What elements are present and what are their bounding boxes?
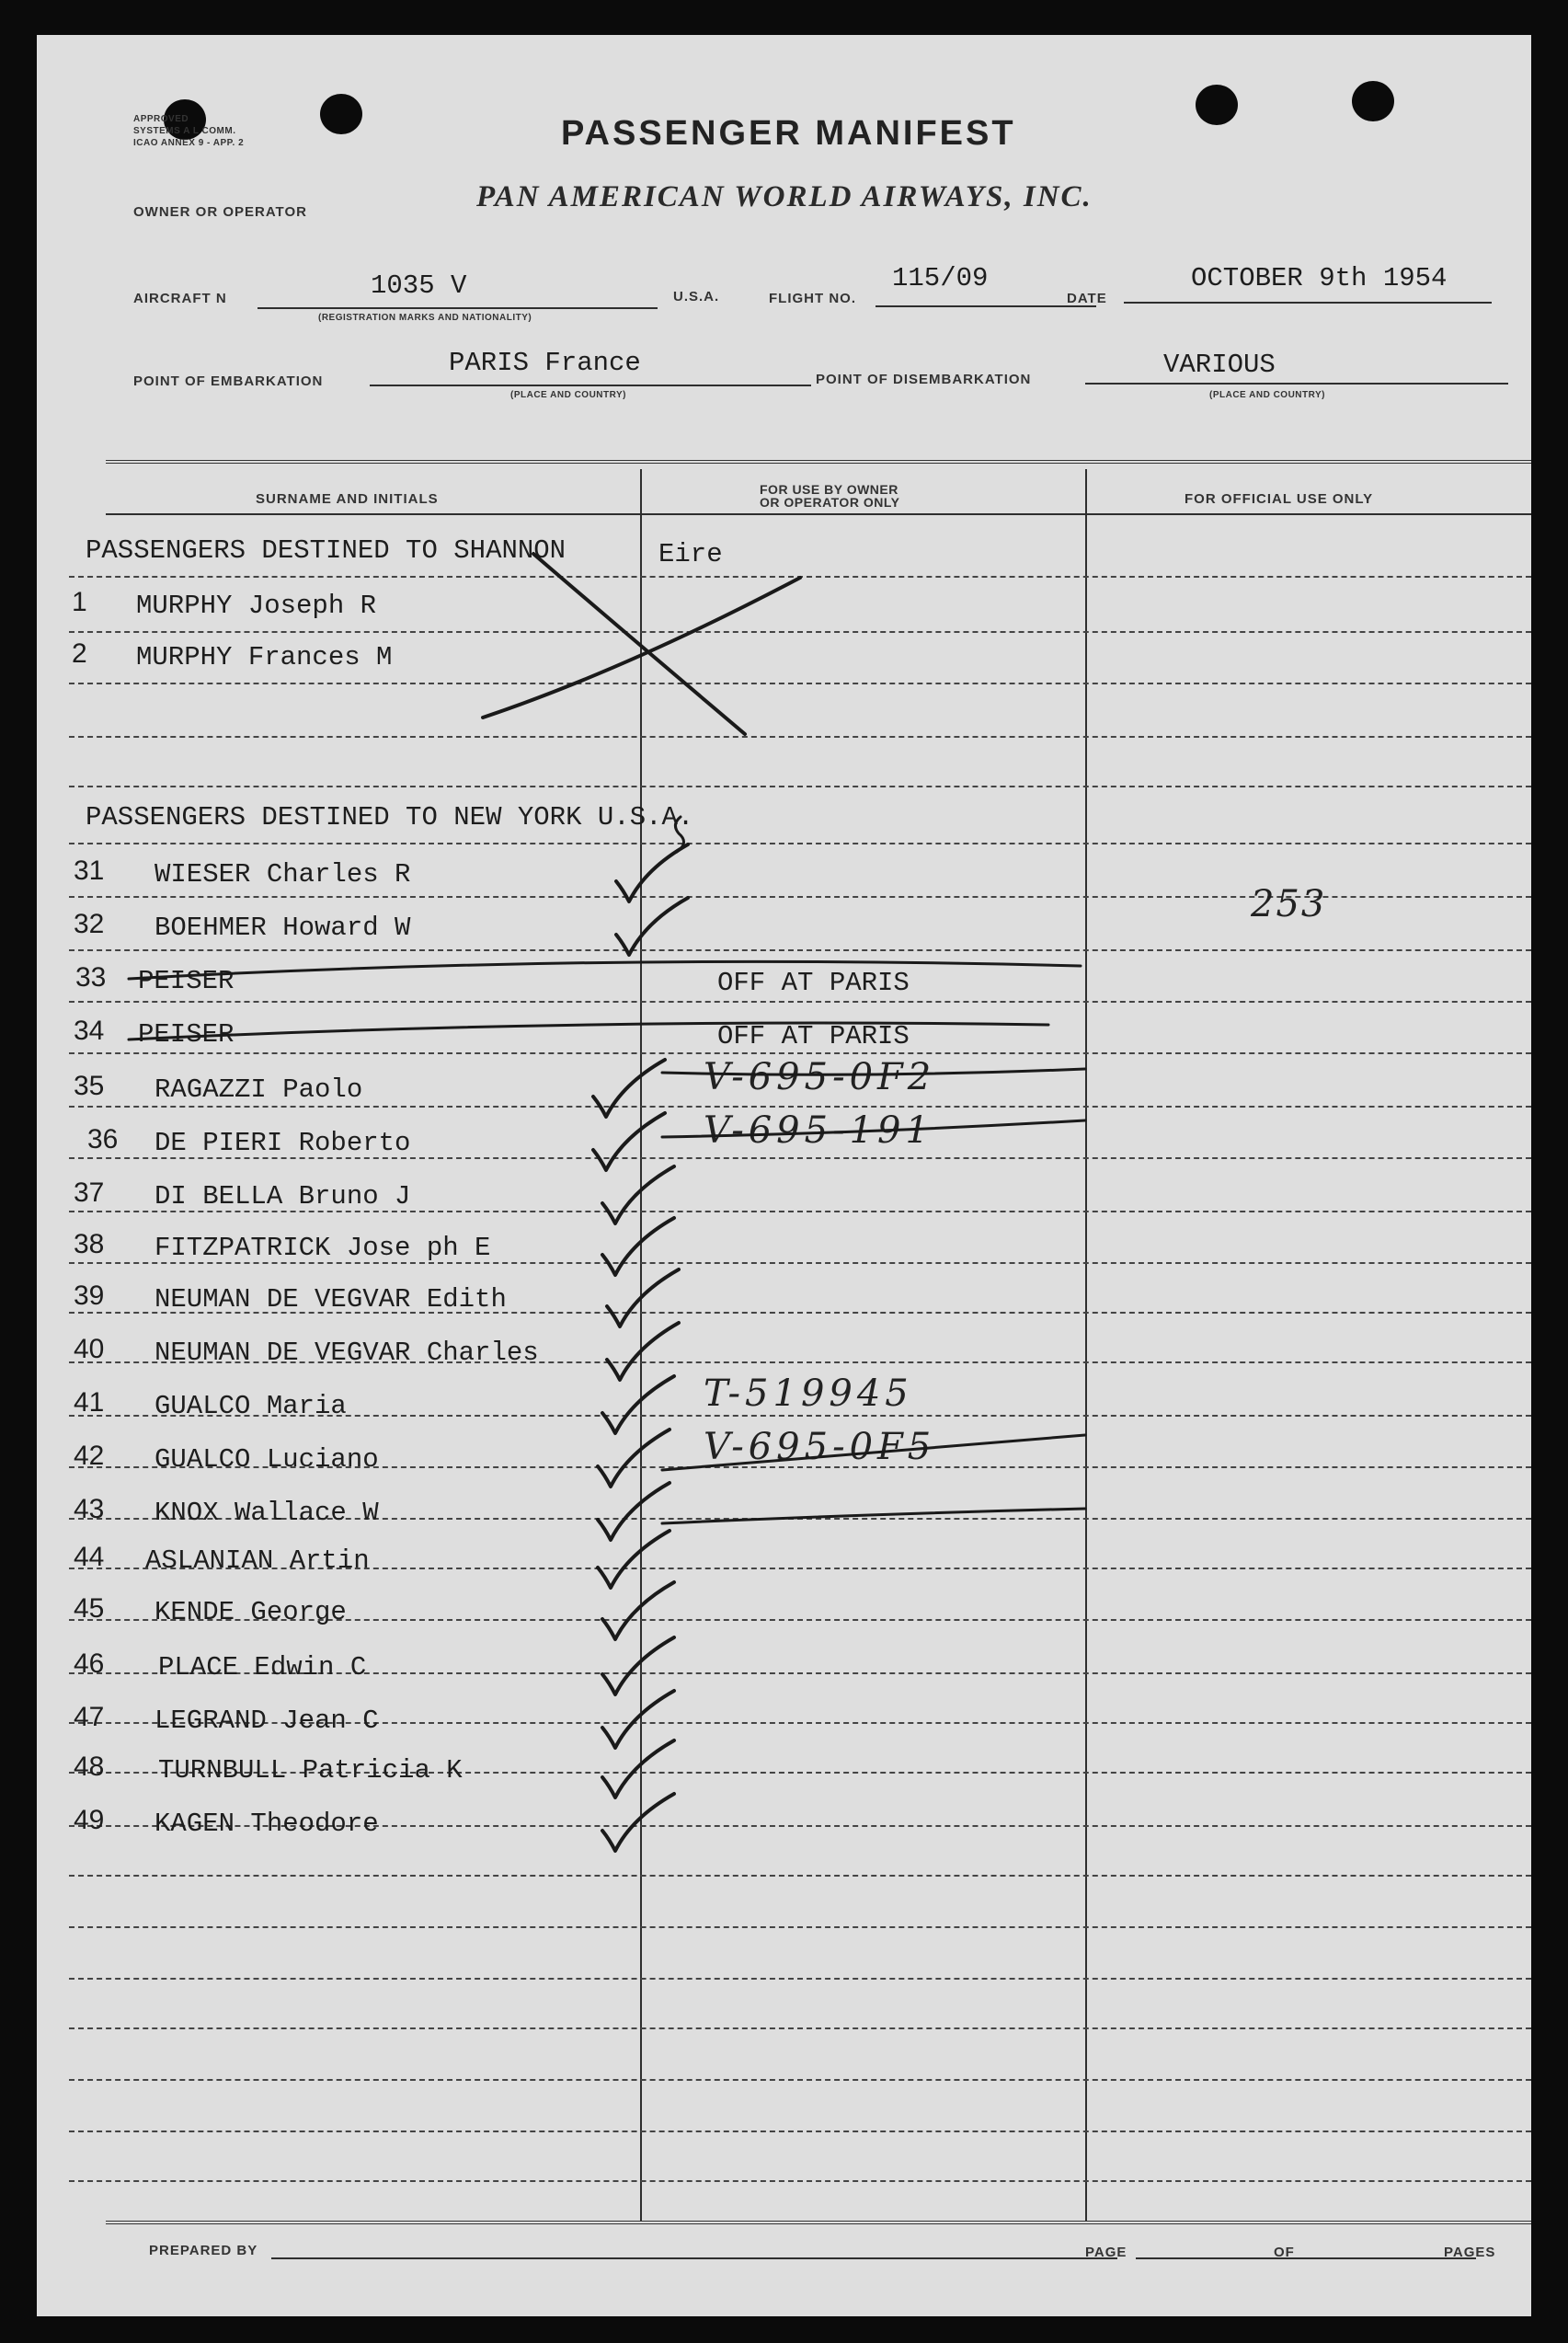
column-owner-use: OR OPERATOR ONLY	[760, 495, 900, 510]
passenger-name: ASLANIAN Artin	[145, 1545, 370, 1576]
underline-mark	[662, 1509, 1085, 1523]
passenger-number: 2	[72, 638, 87, 669]
date-label: DATE	[1067, 291, 1107, 306]
manifest-sheet	[37, 35, 1531, 2316]
passenger-number: 42	[74, 1441, 105, 1471]
passenger-name: DI BELLA Bruno J	[155, 1181, 411, 1212]
passenger-name: LEGRAND Jean C	[155, 1706, 379, 1736]
passenger-name: MURPHY Joseph R	[136, 591, 377, 621]
passenger-number: 49	[74, 1805, 105, 1835]
aircraft-value: 1035 V	[371, 270, 467, 301]
date-value: OCTOBER 9th 1954	[1191, 263, 1448, 293]
check-mark-icon	[602, 1166, 674, 1223]
passenger-number: 40	[74, 1334, 105, 1364]
flight-label: FLIGHT NO.	[769, 291, 856, 306]
passenger-number: 44	[74, 1542, 105, 1572]
s-correction-mark	[675, 817, 683, 852]
disembark-value: VARIOUS	[1163, 350, 1276, 380]
pages-label: PAGES	[1444, 2245, 1496, 2260]
passenger-name: GUALCO Luciano	[155, 1444, 379, 1475]
owner-use-note: OFF AT PARIS	[717, 1021, 910, 1051]
prepared-by-label: PREPARED BY	[149, 2243, 258, 2258]
passenger-name: KNOX Wallace W	[155, 1498, 379, 1528]
passenger-name: KAGEN Theodore	[155, 1809, 379, 1839]
passenger-number: 1	[72, 587, 87, 617]
hand-marks	[37, 35, 1531, 2316]
passenger-number: 37	[74, 1177, 105, 1208]
check-mark-icon	[602, 1740, 674, 1797]
check-mark-icon	[593, 1060, 665, 1117]
passenger-number: 32	[74, 909, 105, 939]
section-note-shannon: Eire	[658, 539, 723, 569]
passenger-number: 45	[74, 1593, 105, 1624]
column-surname: SURNAME AND INITIALS	[256, 491, 439, 507]
passenger-number: 33	[75, 962, 107, 993]
passenger-number: 39	[74, 1281, 105, 1311]
passenger-name: PEISER	[138, 966, 235, 996]
passenger-name: MURPHY Frances M	[136, 642, 393, 672]
disembark-sublabel: (PLACE AND COUNTRY)	[1209, 390, 1325, 400]
check-mark-icon	[593, 1113, 665, 1170]
underline-mark	[662, 1120, 1085, 1137]
section-heading-newyork: PASSENGERS DESTINED TO NEW YORK U.S.A.	[86, 802, 694, 833]
flight-value: 115/09	[892, 263, 989, 293]
aircraft-sublabel: (REGISTRATION MARKS AND NATIONALITY)	[318, 313, 532, 323]
column-official-use: FOR OFFICIAL USE ONLY	[1185, 491, 1374, 507]
embark-label: POINT OF EMBARKATION	[133, 373, 324, 389]
aircraft-label: AIRCRAFT N	[133, 291, 227, 306]
passenger-name: DE PIERI Roberto	[155, 1128, 411, 1158]
passenger-name: GUALCO Maria	[155, 1391, 347, 1421]
check-mark-icon	[607, 1323, 679, 1380]
page-label: PAGE	[1085, 2245, 1127, 2260]
check-mark-icon	[602, 1691, 674, 1748]
cancel-cross-mark	[533, 554, 745, 734]
passenger-number: 41	[74, 1387, 105, 1418]
owner-use-note: V-695-191	[704, 1109, 933, 1152]
passenger-name: KENDE George	[155, 1597, 347, 1627]
passenger-number: 36	[87, 1124, 119, 1154]
passenger-number: 46	[74, 1648, 105, 1679]
owner-use-note: V-695-0F2	[704, 1056, 936, 1098]
check-mark-icon	[602, 1218, 674, 1275]
passenger-name: PEISER	[138, 1019, 235, 1050]
approval-line: ICAO ANNEX 9 - APP. 2	[133, 138, 245, 148]
passenger-name: PLACE Edwin C	[158, 1652, 367, 1683]
passenger-name: RAGAZZI Paolo	[155, 1074, 363, 1105]
operator-name: PAN AMERICAN WORLD AIRWAYS, INC.	[476, 180, 1093, 213]
check-mark-icon	[616, 898, 688, 955]
check-mark-icon	[602, 1637, 674, 1694]
check-mark-icon	[598, 1483, 670, 1540]
passenger-number: 35	[74, 1071, 105, 1101]
embark-value: PARIS France	[449, 348, 641, 378]
approval-line: APPROVED	[133, 114, 189, 124]
column-owner-use: FOR USE BY OWNER	[760, 482, 898, 497]
check-mark-icon	[602, 1376, 674, 1433]
passenger-number: 48	[74, 1752, 105, 1782]
check-mark-icon	[602, 1582, 674, 1639]
official-note: 253	[1251, 883, 1327, 925]
passenger-name: NEUMAN DE VEGVAR Charles	[155, 1338, 539, 1368]
check-mark-icon	[607, 1269, 679, 1327]
owner-use-note: OFF AT PARIS	[717, 968, 910, 998]
passenger-name: WIESER Charles R	[155, 859, 411, 890]
owner-label: OWNER OR OPERATOR	[133, 204, 307, 220]
owner-use-note: T-519945	[704, 1372, 913, 1415]
passenger-name: TURNBULL Patricia K	[158, 1755, 463, 1786]
passenger-name: FITZPATRICK Jose ph E	[155, 1233, 491, 1263]
approval-line: SYSTEMS A L COMM.	[133, 126, 236, 136]
passenger-name: BOEHMER Howard W	[155, 913, 411, 943]
check-mark-icon	[602, 1794, 674, 1851]
passenger-number: 34	[74, 1016, 105, 1046]
underline-mark	[662, 1069, 1085, 1074]
page-title: PASSENGER MANIFEST	[561, 114, 1016, 153]
cancel-strike-mark	[129, 961, 1081, 979]
disembark-label: POINT OF DISEMBARKATION	[816, 372, 1032, 387]
cancel-strike-mark	[129, 1023, 1048, 1039]
passenger-number: 43	[74, 1494, 105, 1524]
passenger-number: 31	[74, 856, 105, 886]
country-label: U.S.A.	[673, 289, 720, 304]
underline-mark	[662, 1435, 1085, 1470]
section-heading-shannon: PASSENGERS DESTINED TO SHANNON	[86, 535, 567, 566]
passenger-number: 47	[74, 1702, 105, 1732]
passenger-number: 38	[74, 1229, 105, 1259]
check-mark-icon	[598, 1430, 670, 1487]
owner-use-note: V-695-0F5	[704, 1426, 936, 1468]
of-label: OF	[1274, 2245, 1295, 2260]
embark-sublabel: (PLACE AND COUNTRY)	[510, 390, 626, 400]
passenger-name: NEUMAN DE VEGVAR Edith	[155, 1284, 507, 1315]
